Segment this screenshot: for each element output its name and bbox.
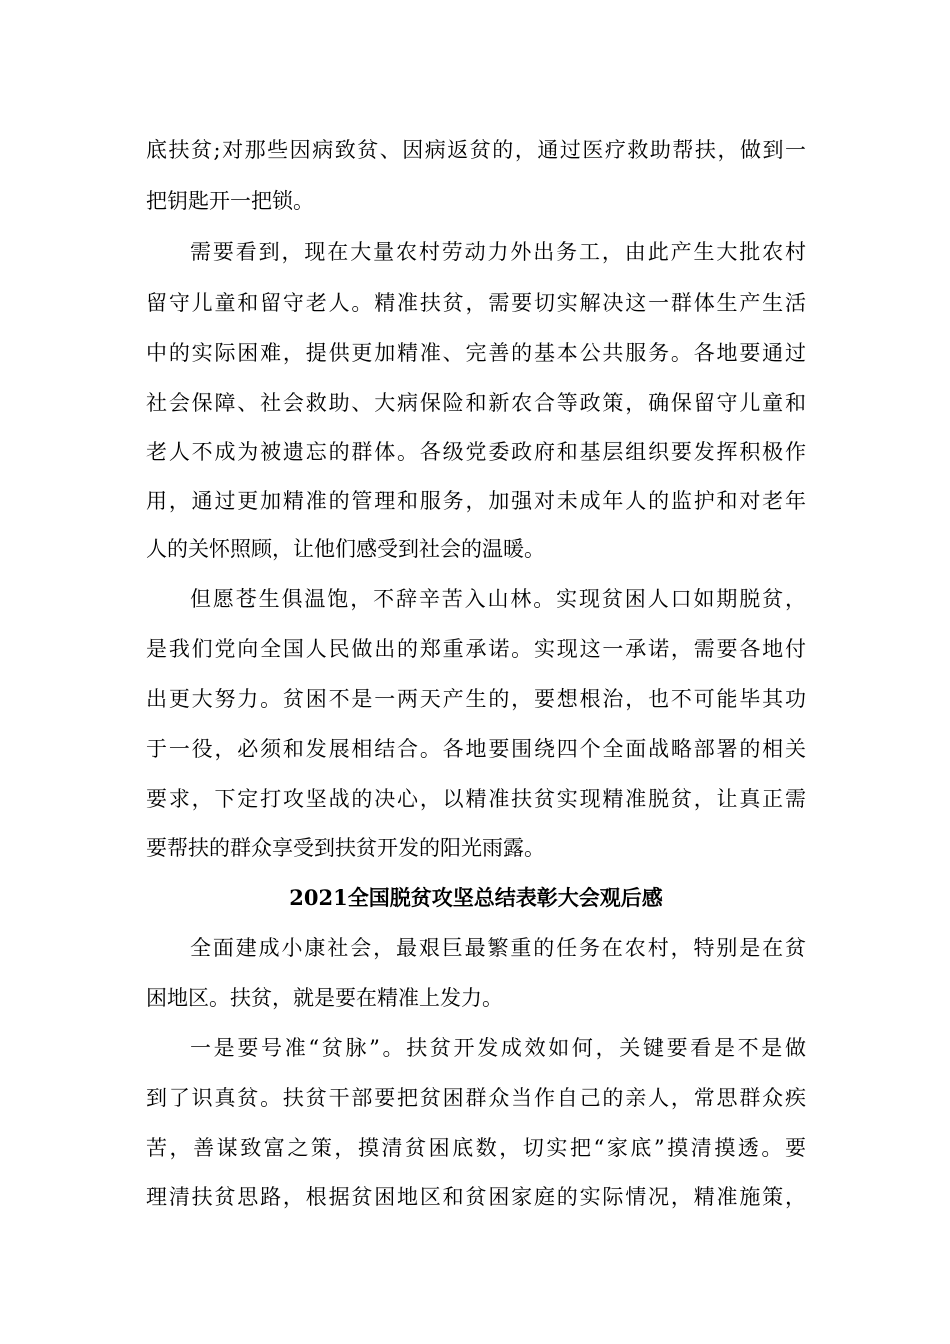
paragraph-line: 用，通过更加精准的管理和服务，加强对未成年人的监护和对老年 [146, 489, 806, 513]
paragraph-line: 全面建成小康社会，最艰巨最繁重的任务在农村，特别是在贫 [190, 936, 806, 960]
paragraph-line: 一是要号准“贫脉”。扶贫开发成效如何，关键要看是不是做 [190, 1036, 806, 1060]
paragraph-line: 苦，善谋致富之策，摸清贫困底数，切实把“家底”摸清摸透。要 [146, 1136, 806, 1160]
paragraph-line: 人的关怀照顾，让他们感受到社会的温暖。 [146, 537, 545, 561]
paragraph-line: 把钥匙开一把锁。 [146, 189, 314, 213]
paragraph-line: 困地区。扶贫，就是要在精准上发力。 [146, 986, 503, 1010]
paragraph-line: 留守儿童和留守老人。精准扶贫，需要切实解决这一群体生产生活 [146, 291, 806, 315]
paragraph-line: 老人不成为被遗忘的群体。各级党委政府和基层组织要发挥积极作 [146, 440, 806, 464]
paragraph-line: 底扶贫;对那些因病致贫、因病返贫的，通过医疗救助帮扶，做到一 [146, 138, 806, 162]
section-heading: 2021全国脱贫攻坚总结表彰大会观后感 [289, 885, 663, 910]
paragraph-line: 出更大努力。贫困不是一两天产生的，要想根治，也不可能毕其功 [146, 687, 806, 711]
paragraph-line: 中的实际困难，提供更加精准、完善的基本公共服务。各地要通过 [146, 341, 806, 365]
paragraph-line: 是我们党向全国人民做出的郑重承诺。实现这一承诺，需要各地付 [146, 637, 806, 661]
paragraph-line: 要帮扶的群众享受到扶贫开发的阳光雨露。 [146, 836, 545, 860]
paragraph-line: 要求，下定打攻坚战的决心，以精准扶贫实现精准脱贫，让真正需 [146, 787, 806, 811]
paragraph-line: 到了识真贫。扶贫干部要把贫困群众当作自己的亲人，常思群众疾 [146, 1086, 806, 1110]
paragraph-line: 于一役，必须和发展相结合。各地要围绕四个全面战略部署的相关 [146, 737, 806, 761]
paragraph-line: 但愿苍生俱温饱，不辞辛苦入山林。实现贫困人口如期脱贫， [190, 587, 806, 611]
paragraph-line: 理清扶贫思路，根据贫困地区和贫困家庭的实际情况，精准施策， [146, 1185, 806, 1209]
paragraph-line: 需要看到，现在大量农村劳动力外出务工，由此产生大批农村 [190, 240, 806, 264]
paragraph-line: 社会保障、社会救助、大病保险和新农合等政策，确保留守儿童和 [146, 391, 806, 415]
